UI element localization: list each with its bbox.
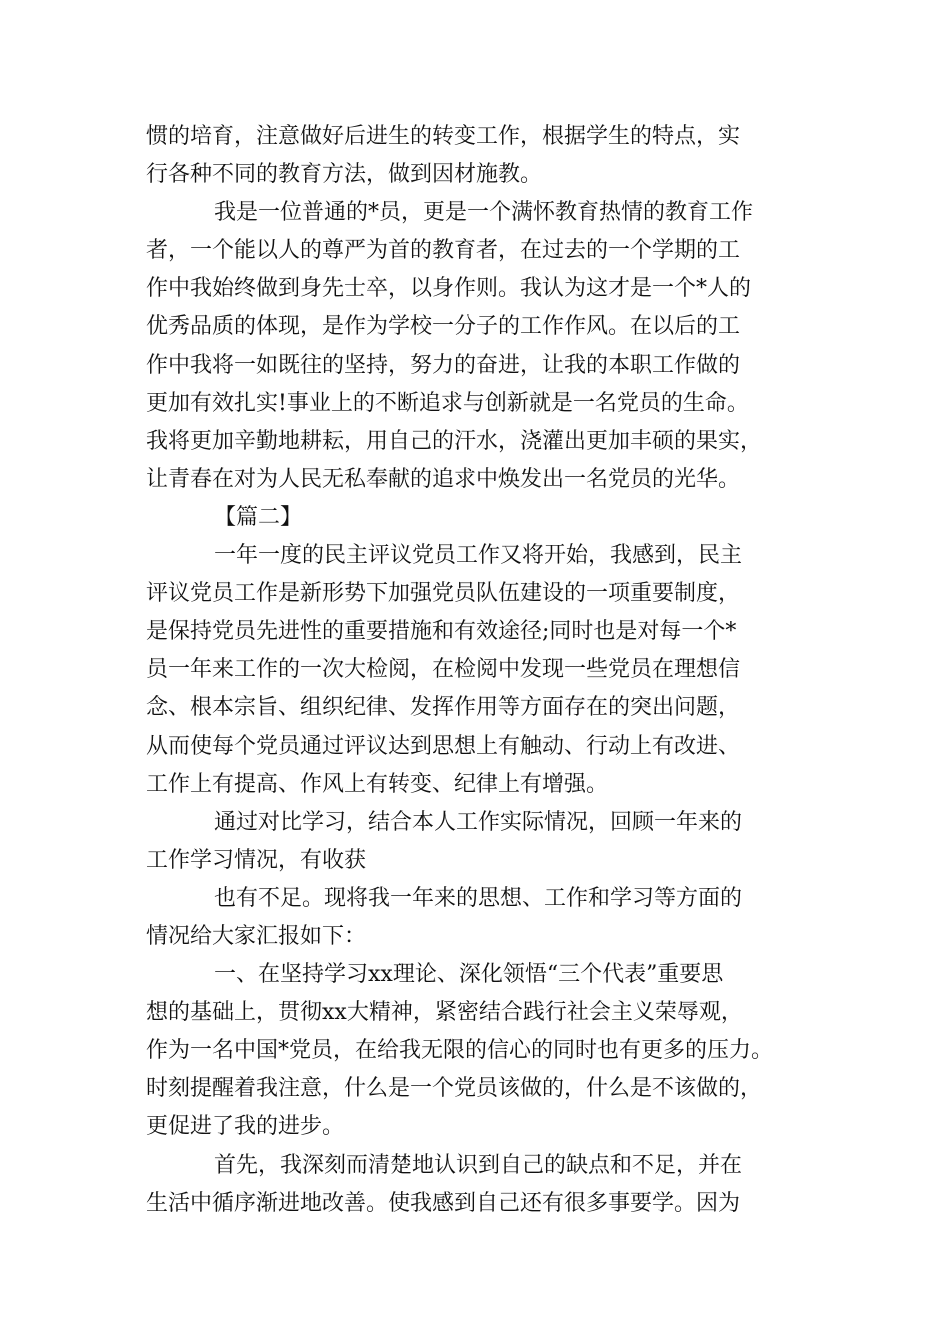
text-line: 想的基础上，贯彻xx大精神，紧密结合践行社会主义荣辱观， <box>146 1000 743 1026</box>
paragraph-start-line: 通过对比学习，结合本人工作实际情况，回顾一年来的 <box>214 809 743 835</box>
text-line: 评议党员工作是新形势下加强党员队伍建设的一项重要制度， <box>146 581 741 607</box>
text-line: 工作学习情况，有收获 <box>146 847 367 873</box>
text-line: 行各种不同的教育方法，做到因材施教。 <box>146 162 543 188</box>
text-line: 惯的培育，注意做好后进生的转变工作，根据学生的特点，实 <box>146 124 741 149</box>
text-line: 工作上有提高、作风上有转变、纪律上有增强。 <box>146 771 609 797</box>
body-text <box>146 118 816 1223</box>
text-line: 念、根本宗旨、组织纪律、发挥作用等方面存在的突出问题， <box>146 695 741 721</box>
paragraph-start-line: 我是一位普通的*员，更是一个满怀教育热情的教育工作 <box>214 200 754 226</box>
text-line: 者，一个能以人的尊严为首的教育者，在过去的一个学期的工 <box>146 238 741 264</box>
paragraph-start-line: 也有不足。现将我一年来的思想、工作和学习等方面的 <box>214 885 743 911</box>
text-line: 员一年来工作的一次大检阅，在检阅中发现一些党员在理想信 <box>146 657 741 683</box>
text-line: 时刻提醒着我注意，什么是一个党员该做的，什么是不该做的， <box>146 1076 763 1102</box>
text-line: 生活中循序渐进地改善。使我感到自己还有很多事要学。因为 <box>146 1190 741 1216</box>
paragraph-start-line: 一年一度的民主评议党员工作又将开始，我感到，民主 <box>214 543 743 569</box>
text-line: 作中我将一如既往的坚持，努力的奋进，让我的本职工作做的 <box>146 352 741 378</box>
text-line: 从而使每个党员通过评议达到思想上有触动、行动上有改进、 <box>146 733 741 759</box>
section-heading: 【篇二】 <box>214 504 303 530</box>
text-line: 优秀品质的体现，是作为学校一分子的工作作风。在以后的工 <box>146 314 741 340</box>
text-line: 作中我始终做到身先士卒，以身作则。我认为这才是一个*人的 <box>146 276 752 302</box>
text-line: 让青春在对为人民无私奉献的追求中焕发出一名党员的光华。 <box>146 466 741 492</box>
text-line: 是保持党员先进性的重要措施和有效途径;同时也是对每一个* <box>146 619 737 645</box>
text-line: 作为一名中国*党员，在给我无限的信心的同时也有更多的压力。 <box>146 1038 774 1064</box>
paragraph-start-line: 一、在坚持学习xx理论、深化领悟“三个代表”重要思 <box>214 962 724 988</box>
text-line: 更加有效扎实!事业上的不断追求与创新就是一名党员的生命。 <box>146 390 749 416</box>
paragraph-start-line: 首先，我深刻而清楚地认识到自己的缺点和不足，并在 <box>214 1152 743 1178</box>
text-line: 更促进了我的进步。 <box>146 1114 345 1140</box>
text-line: 我将更加辛勤地耕耘，用自己的汗水，浇灌出更加丰硕的果实， <box>146 428 763 454</box>
text-line: 情况给大家汇报如下： <box>146 923 367 949</box>
